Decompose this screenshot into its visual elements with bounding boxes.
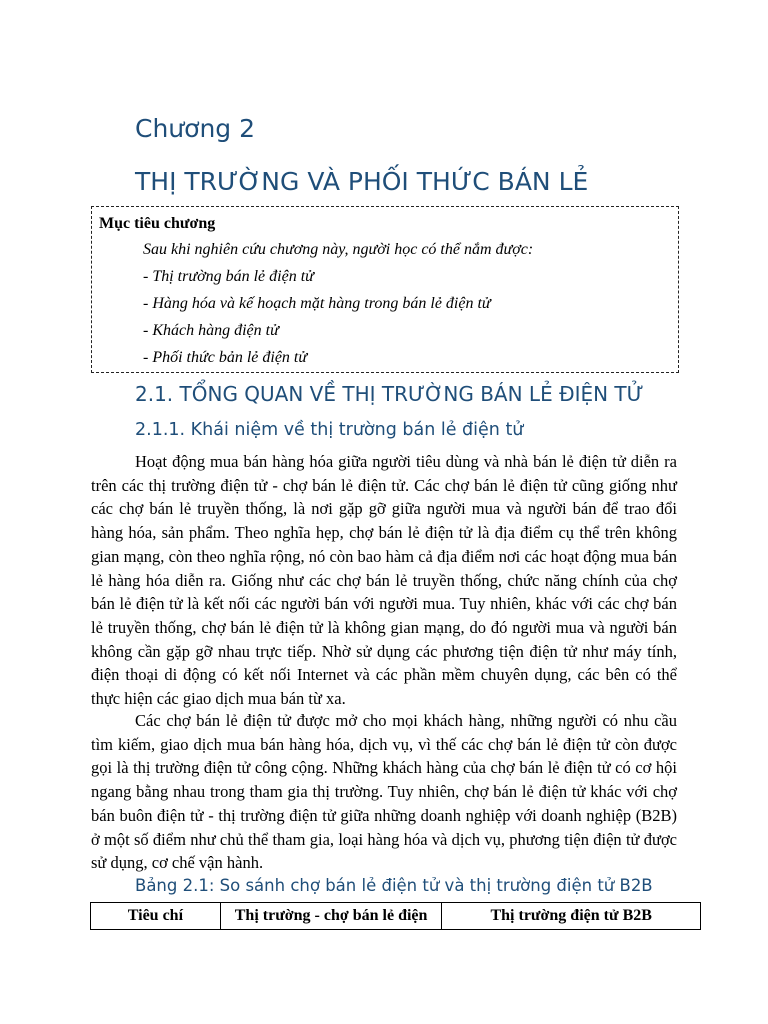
table-header-cell: Thị trường - chợ bán lẻ điện	[220, 903, 442, 930]
table-header-row	[91, 903, 701, 930]
objective-item: - Phối thức bản lẻ điện tử	[143, 349, 308, 366]
chapter-label: Chương 2	[135, 114, 256, 143]
body-paragraph: Các chợ bán lẻ điện tử được mở cho mọi khách hàng, những người có nhu cầu tìm kiếm, giao dịch mua bán hàng hóa, dịch vụ, vì thế các chợ bán lẻ điện tử còn được gọi là thị trường điện tử công cộng. Những khách hàng của chợ bán lẻ điện tử có cơ hội ngang bằng nhau trong tham gia thị trường. Tuy nhiên, chợ bán lẻ điện tử khác với chợ bán buôn điện tử - thị trường điện tử giữa những doanh nghiệp với doanh nghiệp (B2B) ở một số điểm như chủ thể tham gia, loại hàng hóa và dịch vụ, phương tiện điện tử được sử dụng, cơ chế vận hành.	[91, 711, 677, 873]
body-paragraph: Hoạt động mua bán hàng hóa giữa người tiêu dùng và nhà bán lẻ điện tử diễn ra trên các thị trường điện tử - chợ bán lẻ điện tử. Các chợ bán lẻ điện tử cũng giống như các chợ bán lẻ truyền thống, là nơi gặp gỡ giữa người mua và người bán để trao đổi hàng hóa, sản phẩm. Theo nghĩa hẹp, chợ bán lẻ điện tử là địa điểm cụ thể trên không gian mạng, còn theo nghĩa rộng, nó còn bao hàm cả địa điểm nơi các hoạt động mua bán lẻ hàng hóa diễn ra. Giống như các chợ bán lẻ truyền thống, chức năng chính của chợ bán lẻ điện tử là kết nối các người bán với người mua. Tuy nhiên, khác với các chợ bán lẻ truyền thống, chợ bán lẻ điện tử là không gian mạng, do đó người mua và người bán không cần gặp gỡ nhau trực tiếp. Nhờ sử dụng các phương tiện điện tử như máy tính, điện thoại di động có kết nối Internet và các phần mềm chuyên dụng, các bên có thể thực hiện các giao dịch mua bán từ xa.	[91, 452, 677, 709]
table-header-cell: Thị trường điện tử B2B	[442, 903, 701, 930]
objective-item: - Hàng hóa và kế hoạch mặt hàng trong bán lẻ điện tử	[143, 295, 491, 312]
comparison-table	[90, 902, 701, 930]
subsection-heading: 2.1.1. Khái niệm về thị trường bán lẻ điện tử	[135, 420, 524, 440]
objectives-intro: Sau khi nghiên cứu chương này, người học có thể nắm được:	[143, 241, 534, 258]
objective-item: - Thị trường bán lẻ điện tử	[143, 268, 314, 285]
chapter-objectives-box	[91, 206, 679, 373]
section-heading: 2.1. TỔNG QUAN VỀ THỊ TRƯỜNG BÁN LẺ ĐIỆN TỬ	[135, 382, 644, 406]
table-caption: Bảng 2.1: So sánh chợ bán lẻ điện tử và thị trường điện tử B2B	[135, 876, 653, 895]
objectives-heading: Mục tiêu chương	[99, 215, 216, 232]
objective-item: - Khách hàng điện tử	[143, 322, 279, 339]
chapter-title: THỊ TRƯỜNG VÀ PHỐI THỨC BÁN LẺ	[135, 167, 589, 196]
table-header-cell: Tiêu chí	[91, 903, 221, 930]
